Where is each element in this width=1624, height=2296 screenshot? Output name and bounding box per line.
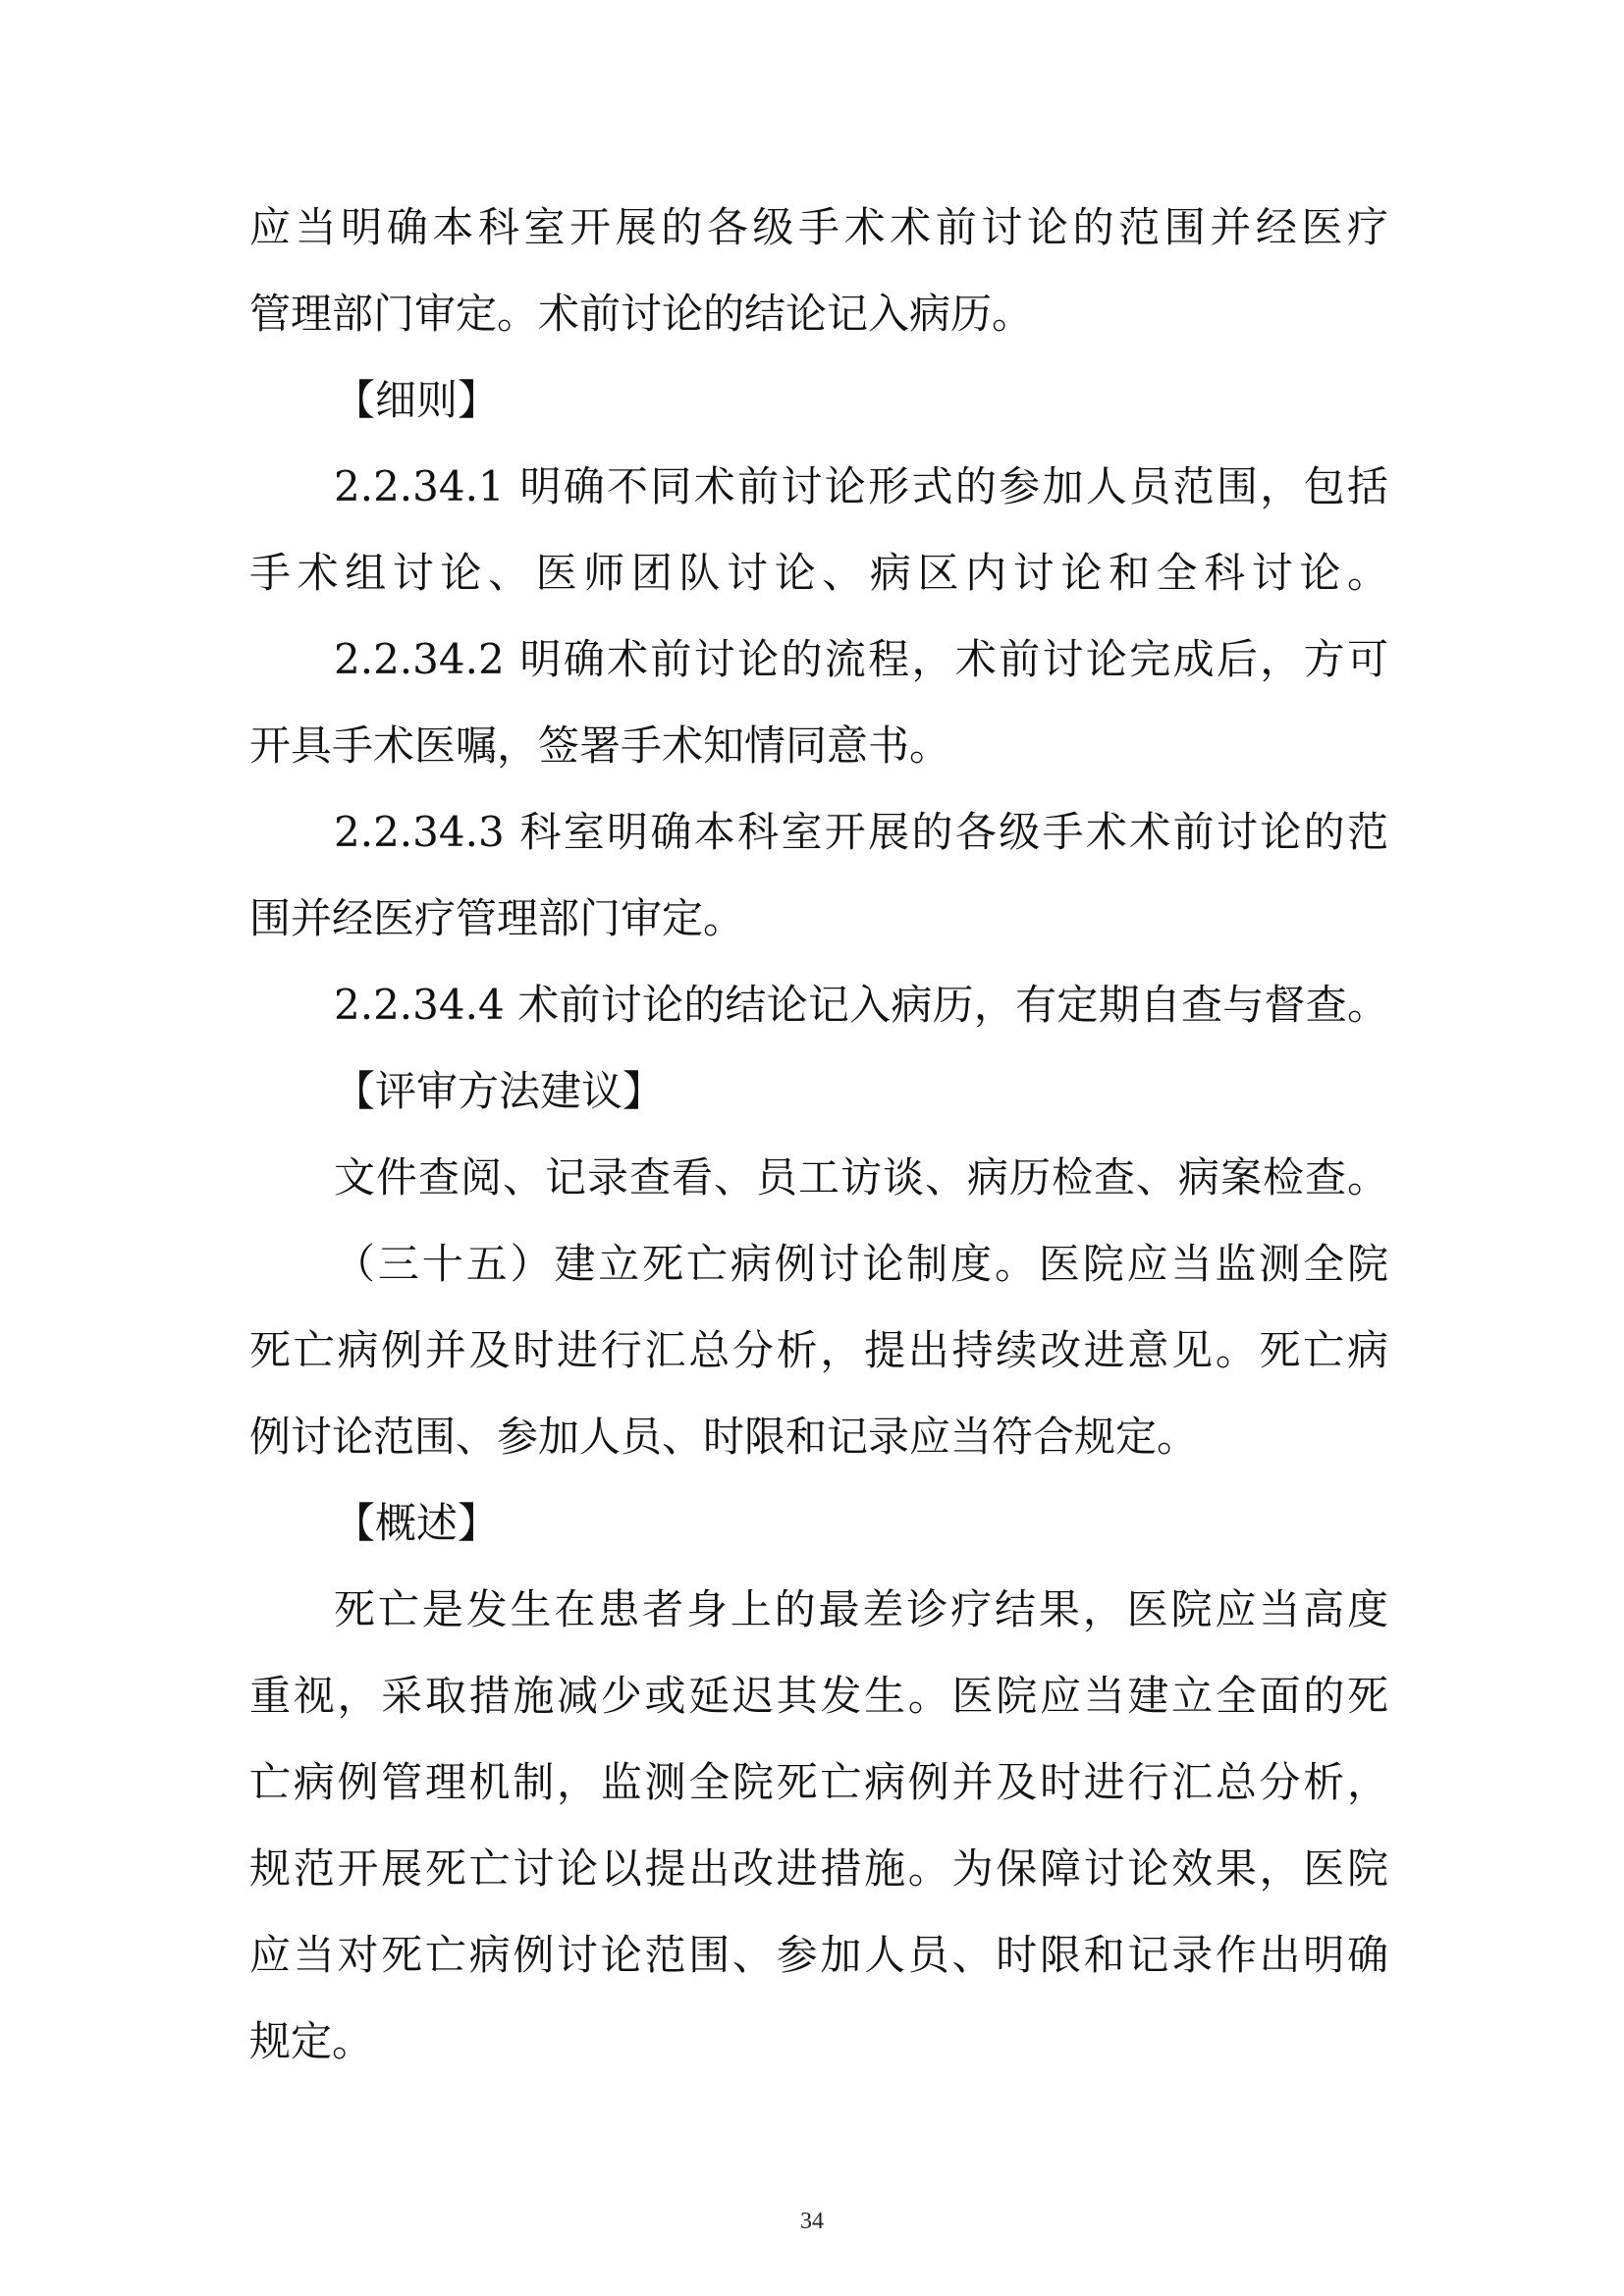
text-line: 2.2.34.4 术前讨论的结论记入病历，有定期自查与督查。 [334,981,1388,1029]
text-line: 文件查阅、记录查看、员工访谈、病历检查、病案检查。 [334,1153,1388,1201]
section-heading: 【细则】 [334,376,500,424]
text-line: 规范开展死亡讨论以提出改进措施。为保障讨论效果，医院 [249,1844,1388,1893]
text-line: （三十五）建立死亡病例讨论制度。医院应当监测全院 [334,1240,1388,1288]
text-line: 开具手术医嘱，签署手术知情同意书。 [249,721,951,770]
text-line: 2.2.34.2 明确术前讨论的流程，术前讨论完成后，方可 [334,635,1388,683]
text-line: 规定。 [249,2017,374,2065]
text-line: 管理部门审定。术前讨论的结论记入病历。 [249,290,1034,338]
section-heading: 【评审方法建议】 [334,1067,665,1115]
text-line: 死亡病例并及时进行汇总分析，提出持续改进意见。死亡病 [249,1326,1388,1374]
text-line: 2.2.34.1 明确不同术前讨论形式的参加人员范围，包括 [334,462,1388,510]
section-heading: 【概述】 [334,1499,500,1547]
text-line: 2.2.34.3 科室明确本科室开展的各级手术术前讨论的范 [334,808,1388,856]
text-line: 死亡是发生在患者身上的最差诊疗结果，医院应当高度 [334,1585,1388,1633]
text-line: 手术组讨论、医师团队讨论、病区内讨论和全科讨论。 [249,549,1388,597]
page-number: 34 [800,2209,824,2234]
text-line: 应当明确本科室开展的各级手术术前讨论的范围并经医疗 [249,203,1388,251]
text-line: 重视，采取措施减少或延迟其发生。医院应当建立全面的死 [249,1672,1388,1720]
text-line: 亡病例管理机制，监测全院死亡病例并及时进行汇总分析， [249,1758,1388,1806]
text-line: 应当对死亡病例讨论范围、参加人员、时限和记录作出明确 [249,1931,1388,1979]
text-line: 围并经医疗管理部门审定。 [249,894,745,942]
text-line: 例讨论范围、参加人员、时限和记录应当符合规定。 [249,1413,1199,1461]
